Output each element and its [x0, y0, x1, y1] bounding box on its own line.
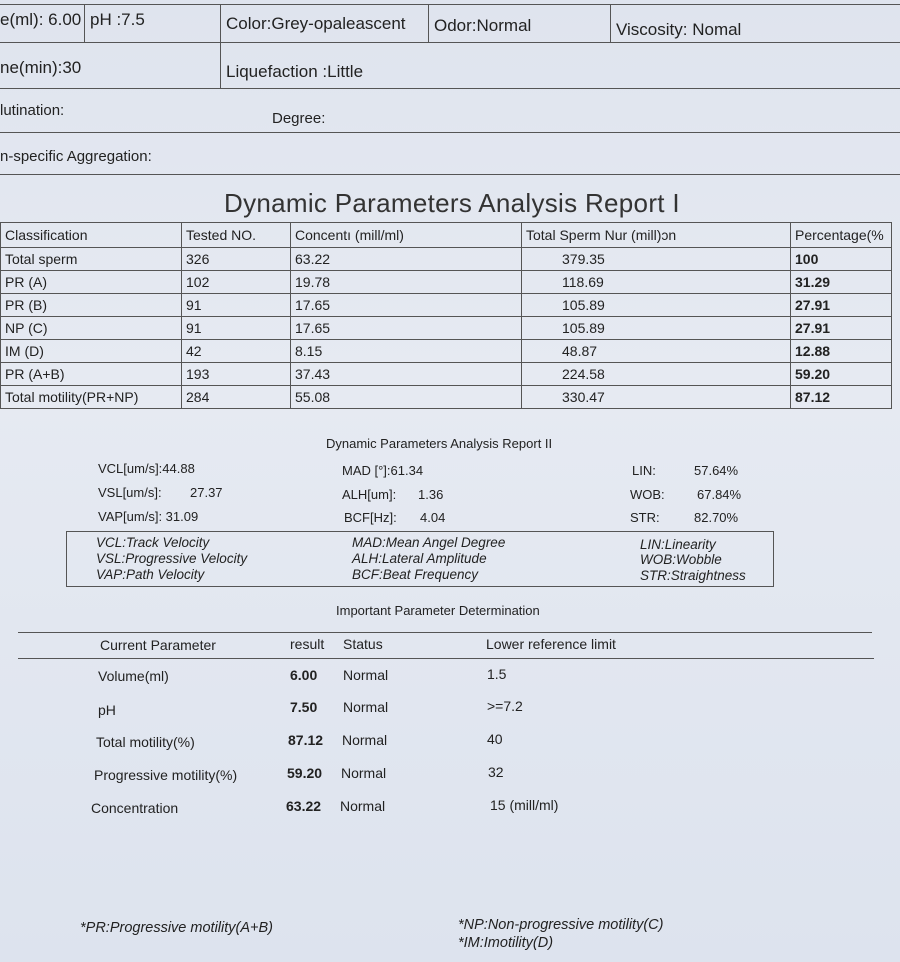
table-row [1, 294, 892, 317]
cell: Total motility(PR+NP) [1, 386, 182, 409]
table-header-row [1, 223, 892, 248]
cell: 193 [182, 363, 291, 386]
legend-vsl: VSL:Progressive Velocity [96, 551, 248, 566]
table-row [1, 317, 892, 340]
cell: 8.15 [291, 340, 522, 363]
param-str-label: STR: [630, 510, 660, 525]
param-alh-value: 1.36 [418, 487, 444, 502]
cell: 87.12 [791, 386, 892, 409]
table-row [1, 271, 892, 294]
cell: IM (D) [1, 340, 182, 363]
legend-vap: VAP:Path Velocity [96, 567, 205, 582]
cell: 31.29 [791, 271, 892, 294]
cell: 102 [182, 271, 291, 294]
ipd-row-concentration-result: 63.22 [286, 798, 322, 814]
param-bcf-value: 4.04 [420, 510, 446, 525]
footnote-im: *IM:Imotility(D) [458, 935, 554, 951]
cell: 326 [182, 248, 291, 271]
ipd-header-limit: Lower reference limit [486, 636, 616, 652]
cell: PR (B) [1, 294, 182, 317]
cell: 118.69 [522, 271, 791, 294]
param-lin-value: 57.64% [694, 463, 739, 478]
footnote-np: *NP:Non-progressive motility(C) [458, 917, 664, 933]
param-str-value: 82.70% [694, 510, 739, 525]
ipd-row-concentration-limit: 15 (mill/ml) [490, 797, 559, 813]
ipd-row-ph-status: Normal [343, 699, 389, 715]
cell: 27.91 [791, 317, 892, 340]
table-row [1, 340, 892, 363]
param-alh-label: ALH[um]: [342, 487, 397, 502]
ipd-row-ph-limit: >=7.2 [487, 698, 523, 714]
info-color: Color:Grey-opaleascent [226, 14, 406, 33]
cell: 48.87 [522, 340, 791, 363]
param-vsl-label: VSL[um/s]: [98, 485, 162, 500]
cell: 91 [182, 294, 291, 317]
ipd-header-status: Status [343, 636, 383, 652]
param-mad: MAD [°]:61.34 [342, 463, 424, 478]
legend-mad: MAD:Mean Angel Degree [352, 535, 506, 550]
table-row [1, 248, 892, 271]
report1-title: Dynamic Parameters Analysis Report I [224, 188, 680, 218]
ipd-header-result: result [290, 636, 325, 652]
cell: PR (A+B) [1, 363, 182, 386]
ipd-row-progressive-status: Normal [341, 765, 387, 781]
legend-vcl: VCL:Track Velocity [96, 535, 210, 550]
table-row [1, 386, 892, 409]
ipd-row-concentration-status: Normal [340, 798, 386, 814]
cell: 284 [182, 386, 291, 409]
info-agglutination: lutination: [0, 102, 65, 119]
cell: 42 [182, 340, 291, 363]
param-bcf-label: BCF[Hz]: [344, 510, 397, 525]
header-tested: Tested NO. [182, 223, 291, 248]
ipd-row-total-motility-limit: 40 [487, 731, 503, 747]
ipd-row-progressive-result: 59.20 [287, 765, 323, 781]
cell: 17.65 [291, 317, 522, 340]
ipd-row-progressive-limit: 32 [488, 764, 504, 780]
param-vap: VAP[um/s]: 31.09 [98, 509, 199, 524]
cell: 91 [182, 317, 291, 340]
param-vsl-value: 27.37 [190, 485, 223, 500]
cell: 105.89 [522, 317, 791, 340]
legend-bcf: BCF:Beat Frequency [352, 567, 479, 582]
cell: Total sperm [1, 248, 182, 271]
ipd-row-volume-status: Normal [343, 667, 389, 683]
ipd-title: Important Parameter Determination [336, 603, 540, 618]
header-concentration: Concentı (mill/ml) [291, 223, 522, 248]
info-viscosity: Viscosity: Nomal [616, 20, 742, 39]
param-lin-label: LIN: [632, 463, 656, 478]
header-classification: Classification [1, 223, 182, 248]
legend-alh: ALH:Lateral Amplitude [352, 551, 487, 566]
ipd-row-progressive-name: Progressive motility(%) [94, 767, 238, 783]
info-liquefaction: Liquefaction :Little [226, 62, 364, 81]
info-volume: e(ml): 6.00 [0, 10, 82, 29]
ipd-row-total-motility-name: Total motility(%) [96, 734, 195, 750]
cell: NP (C) [1, 317, 182, 340]
cell: 37.43 [291, 363, 522, 386]
cell: 27.91 [791, 294, 892, 317]
cell: 12.88 [791, 340, 892, 363]
param-wob-label: WOB: [630, 487, 665, 502]
ipd-row-volume-name: Volume(ml) [98, 668, 169, 684]
ipd-row-total-motility-result: 87.12 [288, 732, 324, 748]
cell: 224.58 [522, 363, 791, 386]
cell: 379.35 [522, 248, 791, 271]
cell: PR (A) [1, 271, 182, 294]
header-total-sperm: Total Sperm Nur (mill)ɔn [522, 223, 791, 248]
ipd-header-parameter: Current Parameter [100, 637, 216, 653]
footnote-pr: *PR:Progressive motility(A+B) [80, 920, 273, 936]
legend-lin: LIN:Linearity [640, 537, 716, 552]
ipd-row-ph-result: 7.50 [290, 699, 318, 715]
info-aggregation: n-specific Aggregation: [0, 148, 152, 165]
cell: 59.20 [791, 363, 892, 386]
info-degree: Degree: [272, 110, 326, 127]
cell: 330.47 [522, 386, 791, 409]
legend-wob: WOB:Wobble [640, 552, 722, 567]
cell: 19.78 [291, 271, 522, 294]
ipd-row-volume-result: 6.00 [290, 667, 318, 683]
param-vcl: VCL[um/s]:44.88 [98, 461, 195, 476]
report2-title: Dynamic Parameters Analysis Report II [326, 436, 553, 451]
ipd-row-concentration-name: Concentration [91, 800, 179, 816]
cell: 100 [791, 248, 892, 271]
info-ph: pH :7.5 [90, 10, 145, 29]
cell: 105.89 [522, 294, 791, 317]
param-wob-value: 67.84% [697, 487, 742, 502]
legend-str: STR:Straightness [640, 568, 746, 583]
header-percentage: Percentage(% [791, 223, 892, 248]
ipd-row-volume-limit: 1.5 [487, 666, 507, 682]
table-row [1, 363, 892, 386]
ipd-row-ph-name: pH [98, 702, 116, 718]
cell: 55.08 [291, 386, 522, 409]
cell: 17.65 [291, 294, 522, 317]
info-odor: Odor:Normal [434, 16, 532, 35]
report1-table [0, 222, 892, 409]
ipd-row-total-motility-status: Normal [342, 732, 388, 748]
cell: 63.22 [291, 248, 522, 271]
info-time: ne(min):30 [0, 58, 82, 77]
